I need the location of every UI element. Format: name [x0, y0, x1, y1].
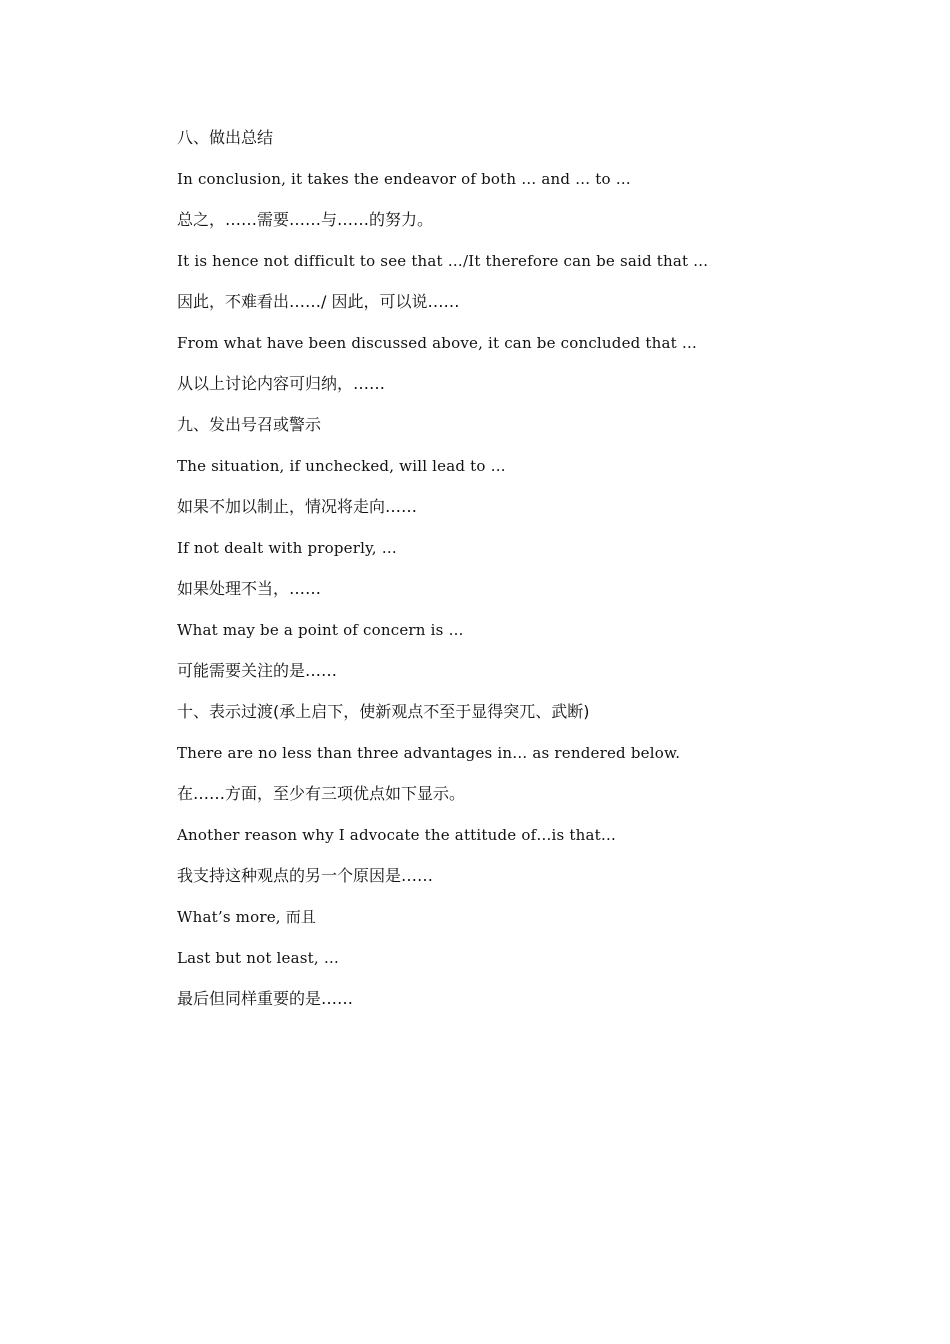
section-9-line-1: The situation, if unchecked, will lead to …: [177, 457, 506, 475]
document-body: [177, 126, 877, 1028]
section-10-line-3: Another reason why I advocate the attitude of…is that…: [177, 826, 617, 844]
section-10-line-7: 最后但同样重要的是……: [177, 989, 354, 1008]
section-9-line-2: 如果不加以制止，情况将走向……: [177, 497, 418, 516]
section-10-line-4: 我支持这种观点的另一个原因是……: [177, 866, 434, 885]
section-9-heading: 九、发出号召或警示: [177, 415, 322, 434]
section-8-heading: 八、做出总结: [177, 128, 274, 147]
section-10-line-5: What’s more, 而且: [177, 908, 317, 926]
section-10-line-2: 在……方面，至少有三项优点如下显示。: [177, 784, 466, 803]
section-8-line-4: 因此，不难看出……/ 因此，可以说……: [177, 292, 460, 311]
section-9-line-6: 可能需要关注的是……: [177, 661, 338, 680]
section-9-line-4: 如果处理不当，……: [177, 579, 322, 598]
section-9-line-5: What may be a point of concern is …: [177, 621, 464, 639]
section-8-line-2: 总之，……需要……与……的努力。: [177, 210, 434, 229]
section-10-heading: 十、表示过渡(承上启下，使新观点不至于显得突兀、武断): [177, 702, 590, 721]
section-10-line-1: There are no less than three advantages in… as rendered below.: [177, 744, 681, 762]
section-8-line-1: In conclusion, it takes the endeavor of both … and … to …: [177, 170, 631, 188]
section-8-line-6: 从以上讨论内容可归纳，……: [177, 374, 386, 393]
section-8-line-3: It is hence not difficult to see that …/It therefore can be said that …: [177, 252, 709, 270]
section-10-line-6: Last but not least, …: [177, 949, 340, 967]
section-9-line-3: If not dealt with properly, …: [177, 539, 397, 557]
section-8-line-5: From what have been discussed above, it can be concluded that …: [177, 334, 698, 352]
